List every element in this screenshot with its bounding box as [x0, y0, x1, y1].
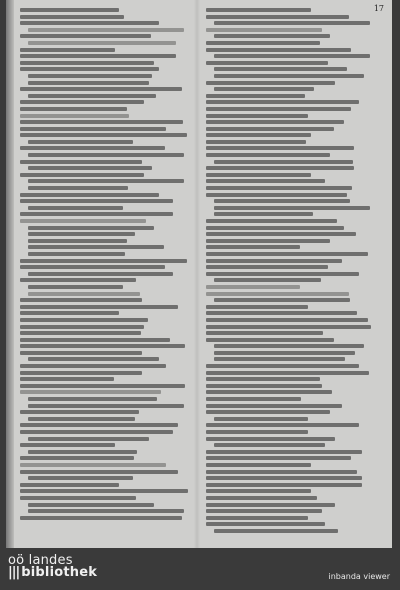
text-line — [206, 239, 330, 243]
text-line — [206, 470, 357, 474]
text-line — [214, 87, 314, 91]
text-line — [20, 456, 134, 460]
text-line — [28, 232, 135, 236]
text-line — [20, 377, 114, 381]
text-line — [206, 226, 344, 230]
text-line — [206, 305, 308, 309]
text-line — [28, 476, 133, 480]
text-line — [206, 120, 344, 124]
text-line — [20, 54, 176, 58]
text-line — [20, 423, 178, 427]
text-line — [206, 193, 347, 197]
text-line — [206, 489, 311, 493]
text-line — [214, 21, 370, 25]
text-line — [20, 21, 159, 25]
text-line — [28, 450, 137, 454]
text-line — [28, 28, 184, 32]
text-line — [28, 509, 184, 513]
text-line — [20, 463, 166, 467]
text-line — [206, 503, 335, 507]
text-line — [20, 496, 136, 500]
logo-line-2 — [8, 567, 97, 579]
text-line — [214, 443, 325, 447]
text-line — [214, 298, 350, 302]
text-line — [28, 503, 154, 507]
text-line — [206, 48, 351, 52]
text-line — [20, 516, 182, 520]
text-line — [214, 357, 345, 361]
text-line — [214, 160, 353, 164]
text-line — [206, 476, 362, 480]
text-line — [206, 371, 369, 375]
text-line — [20, 100, 144, 104]
text-line — [206, 15, 349, 19]
text-line — [206, 61, 328, 65]
text-line — [28, 245, 164, 249]
text-line — [20, 120, 183, 124]
text-line — [20, 34, 151, 38]
text-line — [20, 259, 187, 263]
text-line — [20, 390, 161, 394]
column-gutter — [194, 0, 200, 548]
text-line — [206, 265, 328, 269]
text-line — [206, 179, 325, 183]
text-line — [20, 212, 173, 216]
text-line — [20, 67, 159, 71]
text-line — [206, 430, 308, 434]
text-line — [214, 34, 330, 38]
text-line — [20, 483, 119, 487]
text-line — [206, 311, 357, 315]
text-line — [20, 127, 166, 131]
text-line — [28, 272, 173, 276]
text-line — [28, 417, 135, 421]
text-line — [20, 364, 166, 368]
text-line — [206, 186, 352, 190]
text-line — [206, 127, 334, 131]
text-line — [20, 133, 187, 137]
text-line — [20, 305, 178, 309]
viewer-label[interactable]: inbanda viewer — [328, 572, 390, 581]
text-line — [214, 278, 321, 282]
text-line — [206, 483, 362, 487]
logo-line-1: oö landes — [8, 553, 73, 568]
text-line — [206, 259, 342, 263]
text-line — [206, 437, 335, 441]
text-line — [206, 390, 332, 394]
text-line — [214, 212, 313, 216]
text-line — [206, 450, 362, 454]
text-line — [206, 331, 323, 335]
text-line — [28, 74, 152, 78]
text-line — [206, 166, 354, 170]
text-line — [206, 410, 330, 414]
text-line — [206, 219, 337, 223]
text-line — [28, 292, 140, 296]
text-line — [20, 173, 144, 177]
text-line — [206, 522, 325, 526]
text-line — [20, 311, 119, 315]
text-line — [20, 278, 136, 282]
text-line — [206, 463, 311, 467]
text-line — [20, 15, 124, 19]
text-line — [28, 239, 127, 243]
text-line — [28, 397, 157, 401]
library-logo[interactable] — [8, 555, 97, 579]
text-line — [28, 179, 184, 183]
text-line — [206, 325, 371, 329]
text-line — [206, 496, 317, 500]
text-line — [28, 94, 156, 98]
text-line — [28, 186, 128, 190]
text-line — [20, 298, 142, 302]
text-line — [20, 219, 146, 223]
text-line — [28, 226, 154, 230]
text-line — [206, 456, 351, 460]
page-number: 17 — [373, 4, 384, 13]
text-line — [214, 67, 347, 71]
logo-line-2-text: bibliothek — [21, 565, 98, 580]
text-line — [206, 114, 308, 118]
text-line — [20, 199, 173, 203]
text-line — [206, 272, 359, 276]
text-line — [20, 331, 141, 335]
text-line — [206, 252, 368, 256]
text-line — [20, 193, 159, 197]
logo-bars-icon: ||| — [8, 565, 20, 580]
text-line — [20, 8, 119, 12]
text-line — [206, 364, 359, 368]
text-line — [206, 232, 356, 236]
text-line — [20, 48, 115, 52]
text-line — [206, 107, 351, 111]
text-line — [206, 94, 305, 98]
text-line — [20, 344, 185, 348]
text-line — [214, 54, 370, 58]
text-line — [20, 107, 127, 111]
text-line — [206, 377, 320, 381]
text-line — [20, 384, 185, 388]
text-line — [206, 8, 311, 12]
text-line — [20, 470, 178, 474]
text-line — [28, 357, 159, 361]
text-line — [206, 516, 308, 520]
text-line — [20, 160, 142, 164]
scanned-page — [6, 0, 392, 548]
text-line — [206, 173, 311, 177]
text-line — [28, 41, 176, 45]
text-line — [206, 384, 322, 388]
text-line — [28, 153, 184, 157]
text-column-right — [206, 8, 376, 536]
text-column-left — [20, 8, 190, 522]
text-line — [214, 351, 355, 355]
text-line — [28, 252, 125, 256]
text-line — [214, 417, 308, 421]
text-line — [214, 344, 364, 348]
text-line — [28, 166, 152, 170]
text-line — [28, 437, 149, 441]
text-line — [20, 265, 165, 269]
text-line — [28, 206, 123, 210]
text-line — [206, 146, 354, 150]
text-line — [206, 28, 322, 32]
text-line — [206, 423, 359, 427]
text-line — [214, 206, 370, 210]
text-line — [206, 338, 334, 342]
text-line — [214, 74, 364, 78]
text-line — [206, 292, 349, 296]
text-line — [20, 338, 170, 342]
text-line — [214, 529, 338, 533]
text-line — [206, 153, 330, 157]
text-line — [206, 41, 320, 45]
text-line — [20, 87, 182, 91]
text-line — [20, 410, 139, 414]
text-line — [20, 430, 173, 434]
text-line — [20, 114, 129, 118]
text-line — [28, 285, 123, 289]
text-line — [28, 81, 149, 85]
text-line — [28, 140, 133, 144]
text-line — [206, 81, 335, 85]
text-line — [20, 489, 188, 493]
text-line — [20, 351, 142, 355]
text-line — [206, 285, 300, 289]
text-line — [206, 397, 301, 401]
text-line — [206, 100, 359, 104]
text-line — [20, 146, 165, 150]
text-line — [214, 199, 350, 203]
text-line — [20, 318, 148, 322]
text-line — [206, 404, 342, 408]
text-line — [20, 325, 144, 329]
text-line — [206, 509, 322, 513]
text-line — [20, 371, 142, 375]
text-line — [206, 245, 300, 249]
text-line — [20, 443, 115, 447]
text-line — [206, 318, 368, 322]
text-line — [206, 140, 306, 144]
text-line — [206, 133, 311, 137]
text-line — [28, 404, 184, 408]
text-line — [20, 61, 154, 65]
